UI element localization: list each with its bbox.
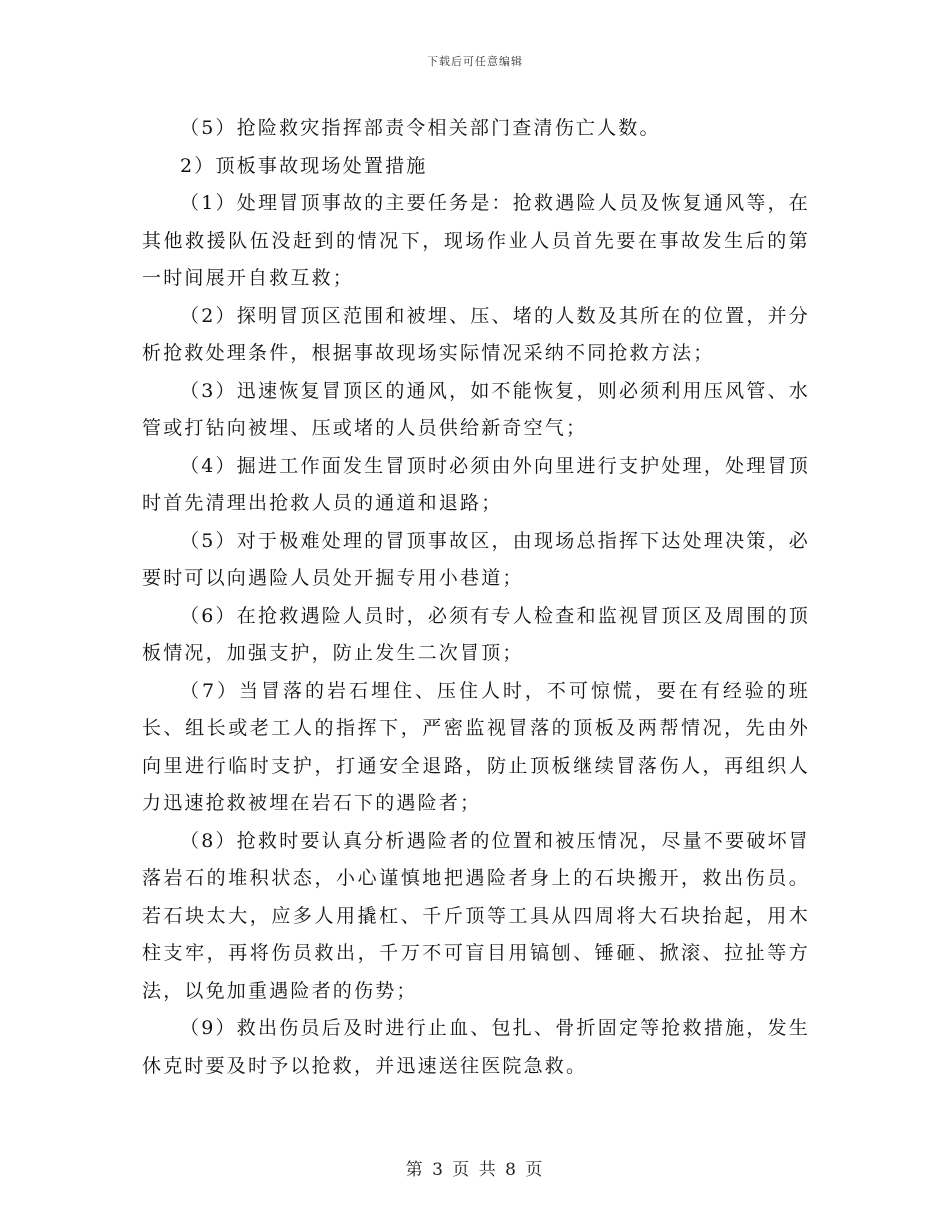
paragraph-item-5: （5）对于极难处理的冒顶事故区，由现场总指挥下达处理决策，必要时可以向遇险人员处开掘专用小巷道； <box>142 529 810 589</box>
paragraph-item-8: （8）抢救时要认真分析遇险者的位置和被压情况，尽量不要破坏冒落岩石的堆积状态，小心谨慎地把遇险者身上的石块搬开，救出伤员。若石块太大，应多人用撬杠、千斤顶等工具从四周将大石块抬起，用木柱支牢，再将伤员救出，千万不可盲目用镐刨、锤砸、掀滚、拉扯等方法，以免加重遇险者的伤势； <box>142 829 810 1002</box>
paragraph-item-1: （1）处理冒顶事故的主要任务是：抢救遇险人员及恢复通风等，在其他救援队伍没赶到的情况下，现场作业人员首先要在事故发生后的第一时间展开自救互救； <box>142 192 810 289</box>
paragraph-item-2: （2）探明冒顶区范围和被埋、压、堵的人数及其所在的位置，并分析抢救处理条件，根据事故现场实际情况采纳不同抢救方法； <box>142 304 810 364</box>
page-header: 下载后可任意编辑 <box>427 55 523 68</box>
paragraph-item-9: （9）救出伤员后及时进行止血、包扎、骨折固定等抢救措施，发生休克时要及时予以抢救，并迅速送往医院急救。 <box>142 1017 810 1077</box>
paragraph-item-3: （3）迅速恢复冒顶区的通风，如不能恢复，则必须利用压风管、水管或打钻向被埋、压或堵的人员供给新奇空气； <box>142 379 810 439</box>
page-number-footer: 第 3 页 共 8 页 <box>405 1160 545 1180</box>
document-body <box>142 110 810 1085</box>
paragraph-item-5-casualties: （5）抢险救灾指挥部责令相关部门查清伤亡人数。 <box>180 117 661 139</box>
section-heading-roof-accident: 2）顶板事故现场处置措施 <box>180 154 428 177</box>
paragraph-item-4: （4）掘进工作面发生冒顶时必须由外向里进行支护处理，处理冒顶时首先清理出抢救人员的通道和退路； <box>142 454 810 514</box>
paragraph-item-7: （7）当冒落的岩石埋住、压住人时，不可惊慌，要在有经验的班长、组长或老工人的指挥下，严密监视冒落的顶板及两帮情况，先由外向里进行临时支护，打通安全退路，防止顶板继续冒落伤人，再组织人力迅速抢救被埋在岩石下的遇险者； <box>142 679 810 814</box>
paragraph-item-6: （6）在抢救遇险人员时，必须有专人检查和监视冒顶区及周围的顶板情况，加强支护，防止发生二次冒顶； <box>142 604 810 664</box>
